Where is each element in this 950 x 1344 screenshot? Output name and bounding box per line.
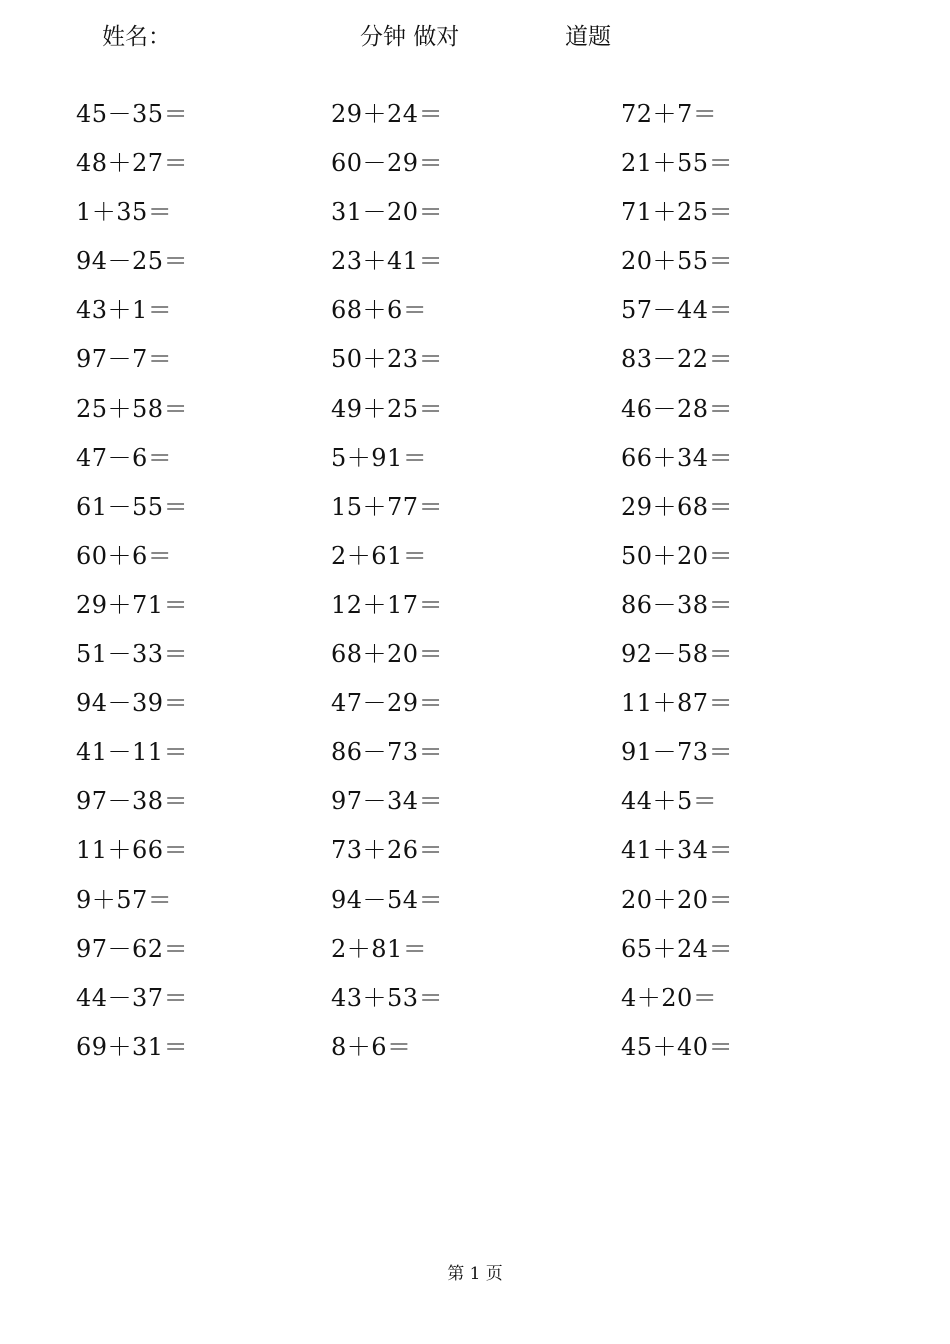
arithmetic-problem: 29＋71＝ <box>76 590 189 619</box>
arithmetic-problem: 97－38＝ <box>76 787 189 816</box>
problems-label: 道题 <box>565 24 611 50</box>
arithmetic-problem: 60＋6＝ <box>76 541 173 570</box>
arithmetic-problem: 20＋20＝ <box>621 885 734 914</box>
arithmetic-problem: 8＋6＝ <box>331 1032 412 1061</box>
arithmetic-problem: 25＋58＝ <box>76 394 189 423</box>
arithmetic-problem: 65＋24＝ <box>621 934 734 963</box>
arithmetic-problem: 68＋20＝ <box>331 640 444 669</box>
minutes-correct-label: 分钟 做对 <box>360 24 460 50</box>
arithmetic-problem: 48＋27＝ <box>76 149 189 178</box>
arithmetic-problem: 83－22＝ <box>621 345 734 374</box>
arithmetic-problem: 60－29＝ <box>331 149 444 178</box>
arithmetic-problem: 41＋34＝ <box>621 836 734 865</box>
arithmetic-problem: 94－54＝ <box>331 885 444 914</box>
arithmetic-problem: 92－58＝ <box>621 640 734 669</box>
arithmetic-problem: 47－6＝ <box>76 443 173 472</box>
arithmetic-problem: 94－39＝ <box>76 689 189 718</box>
arithmetic-problem: 4＋20＝ <box>621 983 718 1012</box>
arithmetic-problem: 72＋7＝ <box>621 100 718 128</box>
arithmetic-problem: 43＋1＝ <box>76 296 173 325</box>
page-number: 第 1 页 <box>447 1264 503 1284</box>
arithmetic-problem: 86－38＝ <box>621 590 734 619</box>
arithmetic-problem: 97－34＝ <box>331 787 444 816</box>
arithmetic-problem: 71＋25＝ <box>621 198 734 227</box>
arithmetic-problem: 12＋17＝ <box>331 590 444 619</box>
arithmetic-problem: 47－29＝ <box>331 689 444 718</box>
arithmetic-problem: 45－35＝ <box>76 100 189 128</box>
arithmetic-problem: 31－20＝ <box>331 198 444 227</box>
arithmetic-problem: 50＋23＝ <box>331 345 444 374</box>
arithmetic-problem: 11＋87＝ <box>621 689 734 718</box>
arithmetic-problem: 5＋91＝ <box>331 443 428 472</box>
arithmetic-problem: 29＋24＝ <box>331 100 444 128</box>
arithmetic-problem: 73＋26＝ <box>331 836 444 865</box>
arithmetic-problem: 2＋81＝ <box>331 934 428 963</box>
arithmetic-problem: 41－11＝ <box>76 738 189 767</box>
worksheet-header <box>0 18 950 50</box>
arithmetic-problem: 45＋40＝ <box>621 1032 734 1061</box>
arithmetic-problem: 50＋20＝ <box>621 541 734 570</box>
arithmetic-problem: 66＋34＝ <box>621 443 734 472</box>
arithmetic-problem: 44－37＝ <box>76 983 189 1012</box>
arithmetic-problem: 29＋68＝ <box>621 492 734 521</box>
arithmetic-problem: 51－33＝ <box>76 640 189 669</box>
arithmetic-problem: 23＋41＝ <box>331 247 444 276</box>
arithmetic-problem: 21＋55＝ <box>621 149 734 178</box>
name-label: 姓名： <box>102 24 171 50</box>
arithmetic-problem: 11＋66＝ <box>76 836 189 865</box>
arithmetic-problem: 97－62＝ <box>76 934 189 963</box>
arithmetic-problem: 91－73＝ <box>621 738 734 767</box>
arithmetic-problem: 61－55＝ <box>76 492 189 521</box>
arithmetic-problem: 44＋5＝ <box>621 787 718 816</box>
arithmetic-problem: 97－7＝ <box>76 345 173 374</box>
arithmetic-problem: 9＋57＝ <box>76 885 173 914</box>
arithmetic-problem: 68＋6＝ <box>331 296 428 325</box>
problem-column-2 <box>331 95 581 1077</box>
arithmetic-problem: 86－73＝ <box>331 738 444 767</box>
arithmetic-problem: 94－25＝ <box>76 247 189 276</box>
problem-column-3 <box>621 95 871 1077</box>
arithmetic-problem: 49＋25＝ <box>331 394 444 423</box>
problem-column-1 <box>76 95 326 1077</box>
arithmetic-problem: 2＋61＝ <box>331 541 428 570</box>
arithmetic-problem: 1＋35＝ <box>76 198 173 227</box>
arithmetic-problem: 57－44＝ <box>621 296 734 325</box>
arithmetic-problem: 69＋31＝ <box>76 1032 189 1061</box>
arithmetic-problem: 46－28＝ <box>621 394 734 423</box>
arithmetic-problem: 20＋55＝ <box>621 247 734 276</box>
arithmetic-problem: 15＋77＝ <box>331 492 444 521</box>
arithmetic-problem: 43＋53＝ <box>331 983 444 1012</box>
